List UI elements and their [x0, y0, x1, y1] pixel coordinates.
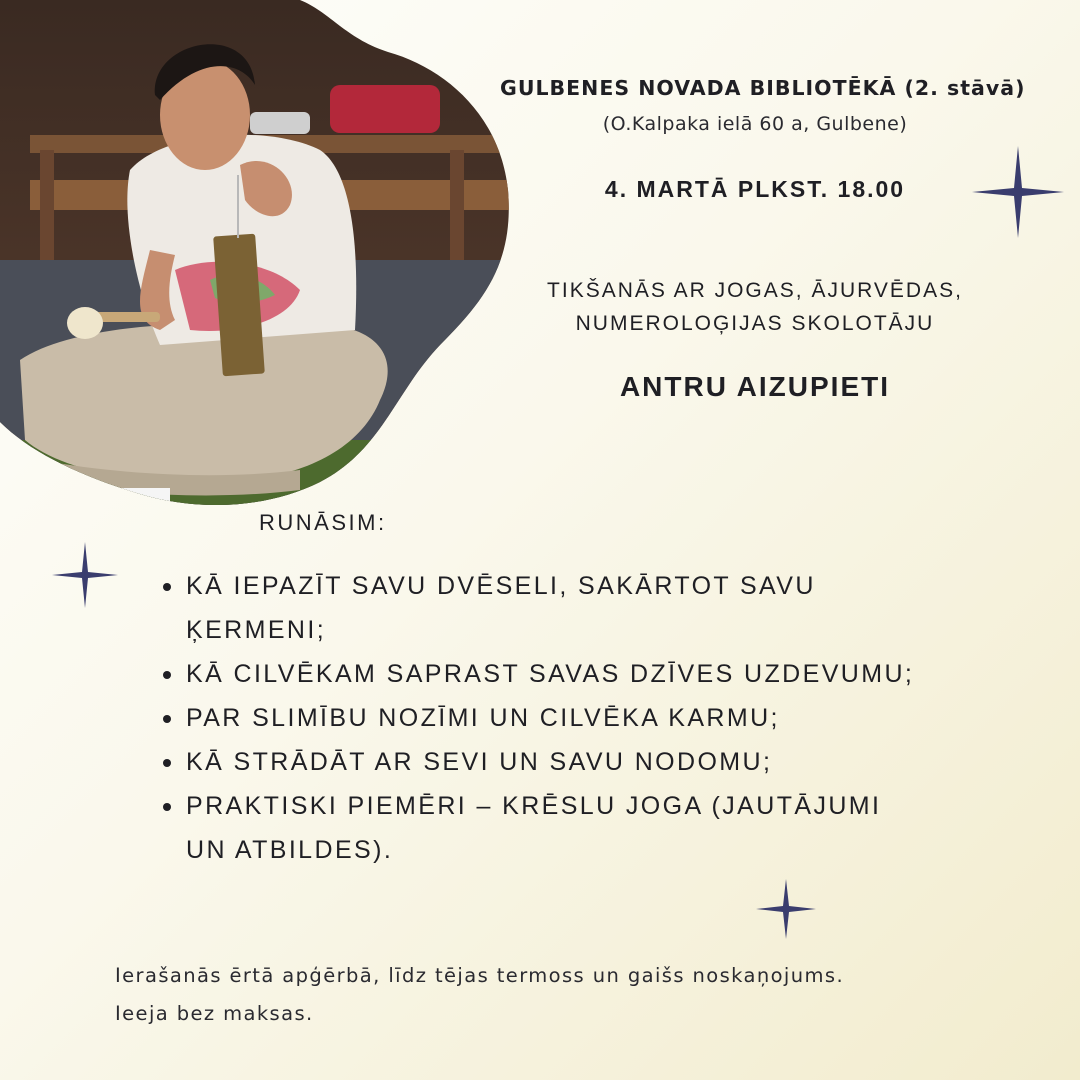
event-datetime: 4. MARTĀ PLKST. 18.00 [604, 176, 906, 202]
footer-line: Ierašanās ērtā apģērbā, līdz tējas termoss un gaišs noskaņojums. [115, 964, 845, 987]
topic-item: PRAKTISKI PIEMĒRI – KRĒSLU JOGA (JAUTĀJUMI UN ATBILDES). [160, 784, 920, 872]
topic-item: KĀ IEPAZĪT SAVU DVĒSELI, SAKĀRTOT SAVU ĶERMENI; [160, 564, 920, 652]
footer-line: Ieeja bez maksas. [115, 1002, 314, 1025]
topic-item: KĀ STRĀDĀT AR SEVI UN SAVU NODOMU; [160, 740, 920, 784]
sparkle-star-icon [972, 146, 1064, 238]
topic-item: KĀ CILVĒKAM SAPRAST SAVAS DZĪVES UZDEVUMU; [160, 652, 920, 696]
sparkle-star-icon [52, 542, 118, 608]
topic-item: PAR SLIMĪBU NOZĪMI UN CILVĒKA KARMU; [160, 696, 920, 740]
meeting-line: TIKŠANĀS AR JOGAS, ĀJURVĒDAS, [547, 279, 963, 302]
topics-list [160, 564, 920, 872]
event-address: (O.Kalpaka ielā 60 a, Gulbene) [602, 113, 908, 135]
event-venue: GULBENES NOVADA BIBLIOTĒKĀ (2. stāvā) [500, 76, 1026, 100]
meeting-line: NUMEROLOĢIJAS SKOLOTĀJU [575, 312, 935, 335]
topics-heading: RUNĀSIM: [259, 510, 387, 535]
footer-note [115, 957, 844, 1033]
sparkle-star-icon [756, 879, 816, 939]
meeting-description [500, 274, 1010, 340]
speaker-photo [0, 0, 520, 520]
speaker-name: ANTRU AIZUPIETI [619, 371, 891, 402]
